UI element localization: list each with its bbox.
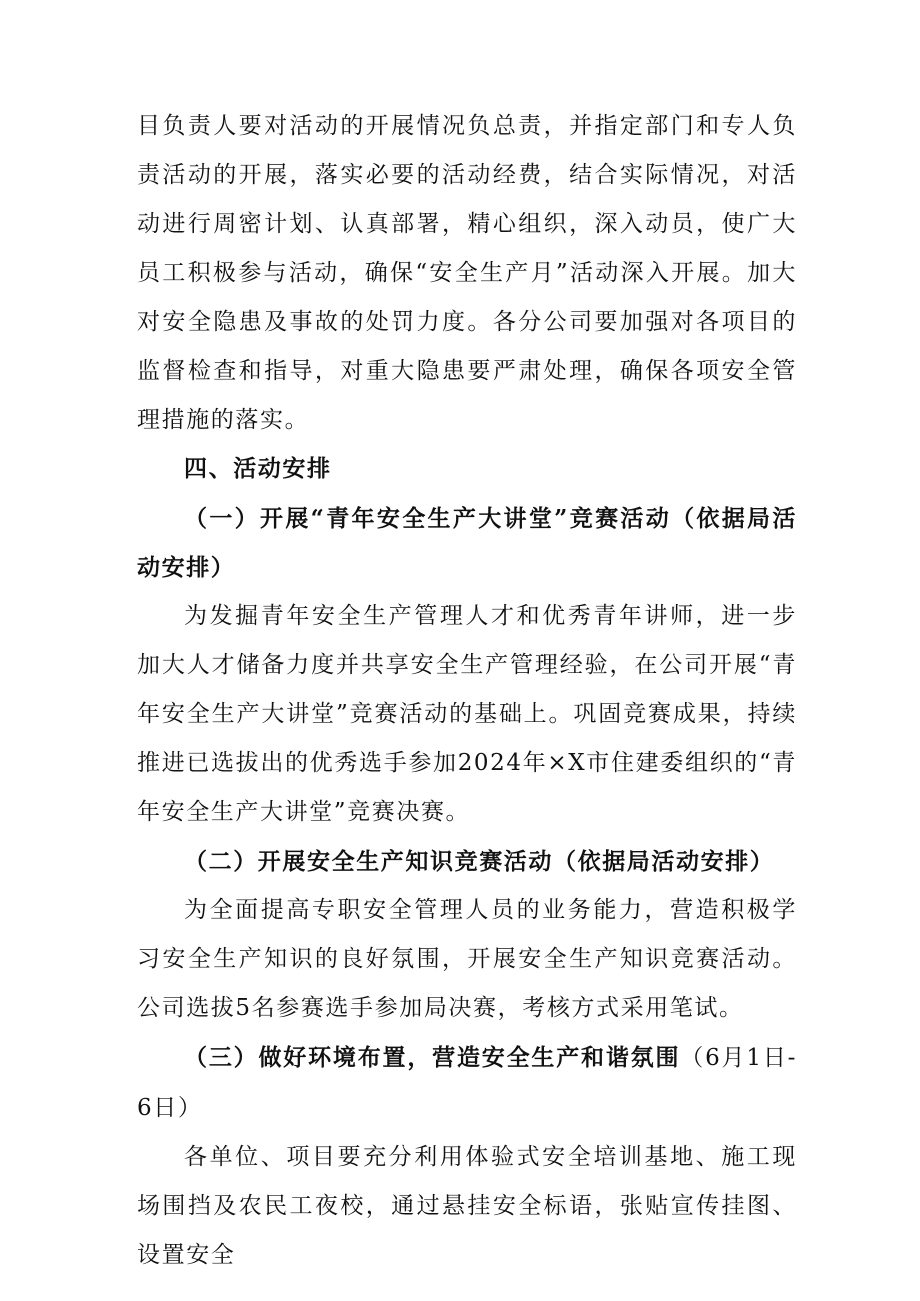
item2-heading: （二）开展安全生产知识竞赛活动（依据局活动安排） bbox=[184, 848, 775, 875]
document-page bbox=[137, 102, 797, 1280]
section-heading: 四、活动安排 bbox=[184, 456, 332, 482]
item3-heading-text: （三）做好环境布置，营造安全生产和谐氛围 bbox=[184, 1044, 681, 1071]
item3-heading bbox=[137, 1033, 797, 1133]
item1-heading: （一）开展“青年安全生产大讲堂”竞赛活动（依据局活动安排） bbox=[137, 505, 797, 581]
item3-heading-date: （6月1日-6日） bbox=[137, 1045, 798, 1121]
paragraph-intro: 目负责人要对活动的开展情况负总责，并指定部门和专人负责活动的开展，落实必要的活动经费，结合实际情况，对活动进行周密计划、认真部署，精心组织，深入动员，使广大员工积极参与活动，确保“安全生产月”活动深入开展。加大对安全隐患及事故的处罚力度。各分公司要加强对各项目的监督检查和指导，对重大隐患要严肃处理，确保各项安全管理措施的落实。 bbox=[137, 113, 797, 433]
item2-body: 为全面提高专职安全管理人员的业务能力，营造积极学习安全生产知识的良好氛围，开展安全生产知识竞赛活动。公司选拔5名参赛选手参加局决赛，考核方式采用笔试。 bbox=[137, 897, 797, 1021]
item3-body: 各单位、项目要充分利用体验式安全培训基地、施工现场围挡及农民工夜校，通过悬挂安全标语，张贴宣传挂图、设置安全 bbox=[137, 1144, 797, 1268]
item1-body: 为发掘青年安全生产管理人才和优秀青年讲师，进一步加大人才储备力度并共享安全生产管理经验，在公司开展“青年安全生产大讲堂”竞赛活动的基础上。巩固竞赛成果，持续推进已选拔出的优秀选手参加2024年×X市住建委组织的“青年安全生产大讲堂”竞赛决赛。 bbox=[137, 603, 797, 825]
